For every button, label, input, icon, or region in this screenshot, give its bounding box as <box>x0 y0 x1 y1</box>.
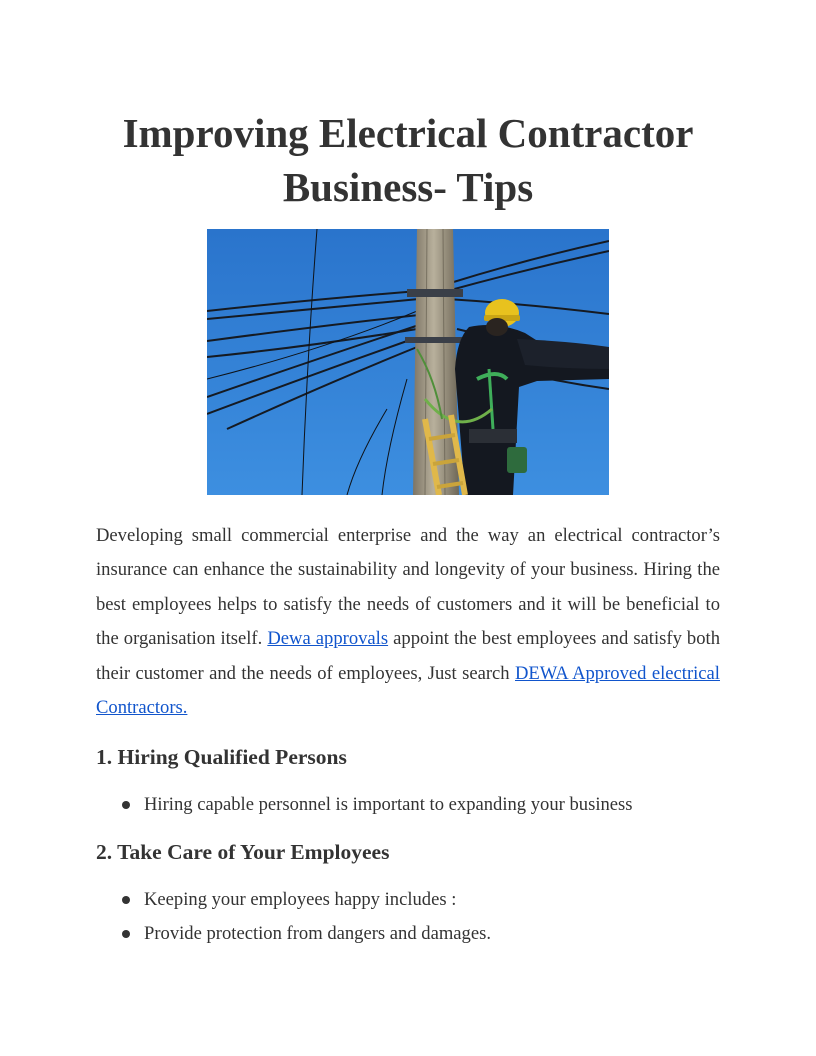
list-item <box>120 883 491 917</box>
bullet-icon <box>122 930 130 938</box>
intro-paragraph <box>96 519 720 725</box>
lineman-on-utility-pole-photo <box>207 229 609 495</box>
section-heading-employees: 2. Take Care of Your Employees <box>96 840 390 864</box>
section-heading-hiring: 1. Hiring Qualified Persons <box>96 745 347 769</box>
dewa-approved-contractors-link[interactable]: DEWA Approved electrical Contractors. <box>96 662 720 719</box>
list-item <box>120 788 633 822</box>
dewa-approvals-link[interactable]: Dewa approvals <box>267 628 389 650</box>
list-item-text: Keeping your employees happy includes : <box>144 889 457 910</box>
bullet-icon <box>122 896 130 904</box>
page-title <box>96 106 720 214</box>
page-title-line-2: Business- Tips <box>282 164 534 210</box>
intro-text-2: appoint the best employees and satisfy both their customer and the needs of employees, Just search <box>96 628 720 684</box>
intro-text-1: Developing small commercial enterprise and the way an electrical contractor’s insurance can enhance the sustainability and longevity of your business. Hiring the best employees helps to satisfy the needs of customers and it will be beneficial to the organisation itself. <box>96 525 720 650</box>
list-item-text: Hiring capable personnel is important to expanding your business <box>144 794 633 815</box>
hiring-bullet-list <box>120 788 633 822</box>
bullet-icon <box>122 801 130 809</box>
list-item <box>120 917 491 951</box>
page-title-line-1: Improving Electrical Contractor <box>122 110 694 156</box>
list-item-text: Provide protection from dangers and damages. <box>144 923 491 945</box>
employees-bullet-list <box>120 883 491 952</box>
